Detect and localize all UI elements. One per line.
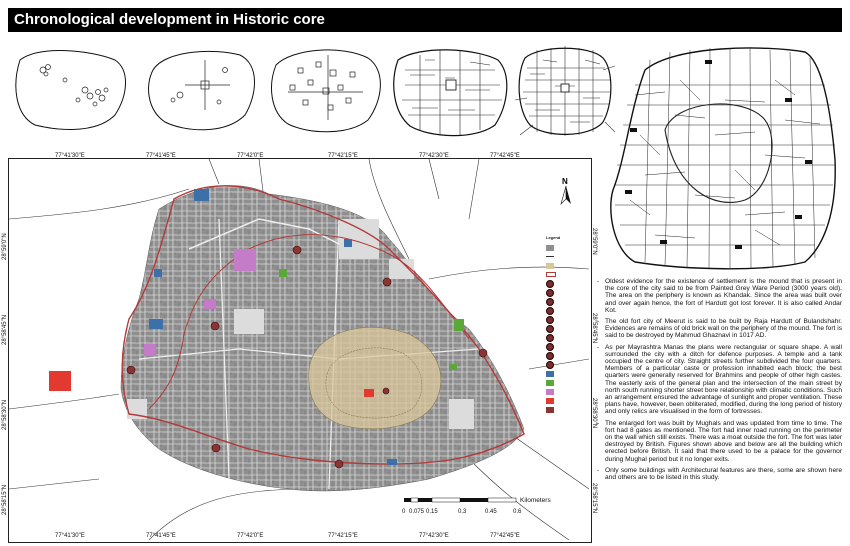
- stage-sketch-final: [605, 40, 843, 272]
- historic-core-map[interactable]: [9, 159, 589, 540]
- map-legend: [546, 236, 586, 414]
- legend-item: [546, 360, 586, 369]
- legend-item: [546, 297, 586, 306]
- note-item: - Only some buildings with Architectural features are there, some are shown here and others are to be listed in this study.: [605, 467, 842, 481]
- note-item: - As per Mayrashtra Manas the plans were rectangular or square shape. A wall surrounded the city with a ditch for defence purposes. A temple and a tank occupied the centre of city. Straight streets further subdivided the four quarters. Members of a particular caste or profession inhabited each block; the best quarters were generally reserved for Brahmins and people of other high castes. The easterly axis of the general plan and the intersection of the main street by north south running shorter street bore relationship with climatic conditions. Such an arrangement ensured the advantage of sunlight and proper ventilation. These plans have, however, been obliterated, modified, during the long period of history and only relics are visualised in the form of fortresses.: [605, 344, 842, 416]
- stage-sketch-3: [268, 40, 386, 140]
- page-title: Chronological development in Historic core: [14, 11, 325, 28]
- legend-title: Legend: [546, 235, 561, 240]
- legend-item: [546, 279, 586, 288]
- built-area: [121, 186, 524, 491]
- legend-item: [546, 252, 586, 261]
- title-bar: [8, 8, 842, 32]
- notes-panel: [596, 278, 842, 485]
- legend-item: [546, 270, 586, 279]
- legend-item: [546, 396, 586, 405]
- legend-item: [546, 315, 586, 324]
- note-item: - The enlarged fort was built by Mughals and was updated from time to time. The fort had 8 gates as mentioned. The fort had inner road running on the perimeter on the wall which still exists. There was a moat outside the fort. The fort was later destroyed by British. Figures shown above and below are all the building which erected before British. It said that there used to be a palace for the governor during Mughal period but it no longer exits.: [605, 420, 842, 463]
- stage-sketch-4: [390, 40, 512, 142]
- legend-item: [546, 369, 586, 378]
- north-arrow-icon: [558, 176, 574, 206]
- stage-sketch-2: [145, 40, 263, 140]
- note-item: - Oldest evidence for the existence of settlement is the mound that is present in the core of the city said to be from Painted Grey Ware Period (3000 years old). The area on the periphery is known as Khandak. Since the area was built over and over again hence, the fort of Hardutt got lost forever. It is also called Andar Kot.: [605, 278, 842, 314]
- north-label: N: [562, 177, 568, 186]
- legend-item: [546, 288, 586, 297]
- legend-item: [546, 324, 586, 333]
- legend-item: [546, 387, 586, 396]
- legend-item: [546, 342, 586, 351]
- legend-item: [546, 378, 586, 387]
- stage-sketch-5: [515, 40, 615, 142]
- legend-item: [546, 405, 586, 414]
- legend-item: [546, 243, 586, 252]
- stage-sketch-1: [10, 40, 132, 140]
- legend-item: [546, 333, 586, 342]
- scale-bar: [400, 494, 520, 508]
- note-item: - The old fort city of Meerut is said to be built by Raja Hardutt of Bulandshahr. Evidences are remains of old brick wall on the periphery of the mound. The fort is said to be destroyed by Mahmud Ghaznavi in 1017 AD.: [605, 318, 842, 340]
- legend-item: [546, 351, 586, 360]
- scale-unit: Kilometers: [520, 497, 551, 504]
- legend-item: [546, 261, 586, 270]
- legend-item: [546, 306, 586, 315]
